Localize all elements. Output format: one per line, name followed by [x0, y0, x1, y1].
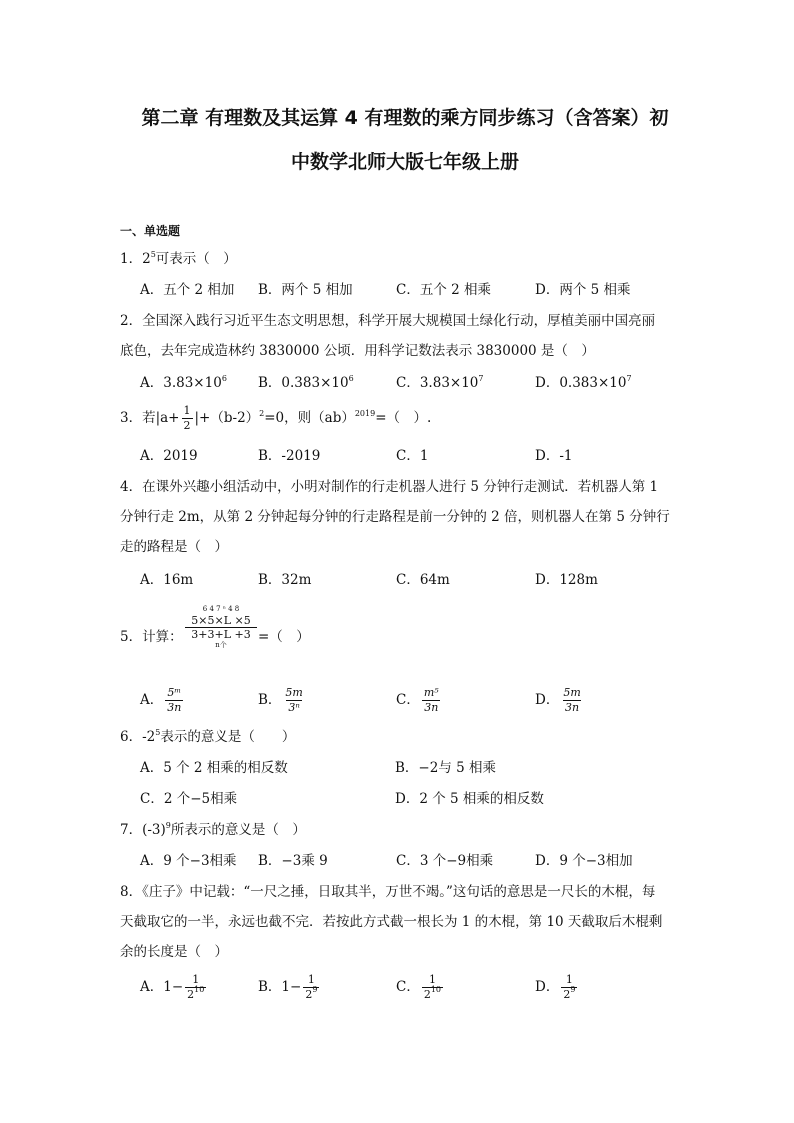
option-c: C．$3.83\times 10^7$	[396, 374, 484, 391]
option-a: A．16m	[140, 572, 194, 588]
question-1-options	[140, 275, 680, 305]
option-d: D．9 个−3相加	[535, 853, 633, 869]
option-b: B．−3乘 9	[258, 853, 328, 869]
option-b: B．32m	[258, 572, 312, 588]
question-6: 6．$-2^5$表示的意义是（ ）	[120, 728, 296, 745]
option-a: A．2019	[140, 448, 198, 464]
option-d: D．-1	[535, 448, 573, 464]
title-line-2: 中数学北师大版七年级上册	[290, 151, 519, 173]
option-c: C．五个 2 相乘	[396, 282, 492, 298]
option-b: B．−2与 5 相乘	[395, 760, 496, 776]
question-3: 3．若|a+ $\frac{1}{2}$ $|+(b-2)^2=0$，则（ab）$^{2019}$=（ ）.	[120, 404, 432, 432]
option-c: C．2 个−5相乘	[140, 791, 238, 807]
question-2-options	[140, 368, 680, 398]
option-a: A． $\frac{\text{5ᵐ}}{3n}$	[140, 686, 182, 714]
document-title	[110, 96, 700, 184]
question-6-options-row1	[140, 753, 680, 783]
question-8: 8．《庄子》中记载：“一尺之捶，日取其半，万世不竭。”这句话的意思是一尺长的木棍，每 天截取它的一半，永远也截不完．若按此方式截一根长为 1 的木棍，第 10 天截取后木棍剩 余的长度是（ ）	[120, 884, 663, 960]
fraction: $\frac{1}{2}$	[183, 404, 191, 432]
option-a: A．$3.83\times 10^6$	[140, 374, 227, 391]
question-8-options	[140, 972, 680, 1008]
question-7: 7．$(-3)^9$所表示的意义是（ ）	[120, 821, 306, 838]
option-a: A．5 个 2 相乘的相反数	[140, 760, 288, 776]
option-a: A．9 个−3相乘	[140, 853, 237, 869]
option-d: D．128m	[535, 572, 598, 588]
option-d: D． $\frac{5m}{3n}$	[535, 686, 581, 714]
question-6-options-row2	[140, 784, 680, 814]
option-c: C．1	[396, 448, 429, 464]
option-d: D．两个 5 相乘	[535, 282, 631, 298]
question-4-options	[140, 565, 680, 595]
option-b: B．1− $\frac{1}{2^9}$	[258, 973, 318, 1001]
question-5-options	[140, 685, 680, 719]
option-b: B． $\frac{5m}{\text{3ⁿ}}$	[258, 686, 303, 714]
q5-equals: =（ ）	[258, 629, 310, 645]
option-a: A．1− $\frac{1}{2^{10}}$	[140, 973, 205, 1001]
option-c: C． $\frac{1}{2^{10}}$	[396, 973, 442, 1001]
question-4: 4．在课外兴趣小组活动中，小明对制作的行走机器人进行 5 分钟行走测试．若机器人第 1 分钟行走 2m，从第 2 分钟起每分钟的行走路程是前一分钟的 2 倍，则机器人在第 5 分钟行 走的路程是（ ）	[120, 479, 670, 555]
title-line-1: 第二章 有理数及其运算 4 有理数的乘方同步练习（含答案）初	[141, 107, 669, 129]
option-c: C．64m	[396, 572, 450, 588]
question-2: 2．全国深入践行习近平生态文明思想，科学开展大规模国土绿化行动，厚植美丽中国亮丽 底色，去年完成造林约 3830000 公顷．用科学记数法表示 3830000 是（ ）	[120, 313, 656, 359]
q5-fraction: 6 4 7 ⁿ 4 8 5×5×L ×5 3+3+L +3 n个	[185, 605, 257, 650]
question-5: 5．计算：	[120, 629, 183, 645]
option-b: B．两个 5 相加	[258, 282, 353, 298]
question-3-options	[140, 441, 680, 471]
option-c: C．3 个−9相乘	[396, 853, 494, 869]
option-b: B．$0.383\times 10^6$	[258, 374, 354, 391]
option-a: A．五个 2 相加	[140, 282, 235, 298]
question-7-options	[140, 846, 680, 876]
option-d: D． $\frac{1}{2^9}$	[535, 973, 576, 1001]
option-b: B．-2019	[258, 448, 321, 464]
option-c: C． $\frac{\text{m⁵}}{3n}$	[396, 686, 439, 714]
question-1: 1．$2^5$可表示（ ）	[120, 250, 237, 267]
option-d: D．2 个 5 相乘的相反数	[395, 791, 544, 807]
section-heading: 一、单选题	[120, 224, 181, 238]
option-d: D．$0.383\times 10^7$	[535, 374, 632, 391]
